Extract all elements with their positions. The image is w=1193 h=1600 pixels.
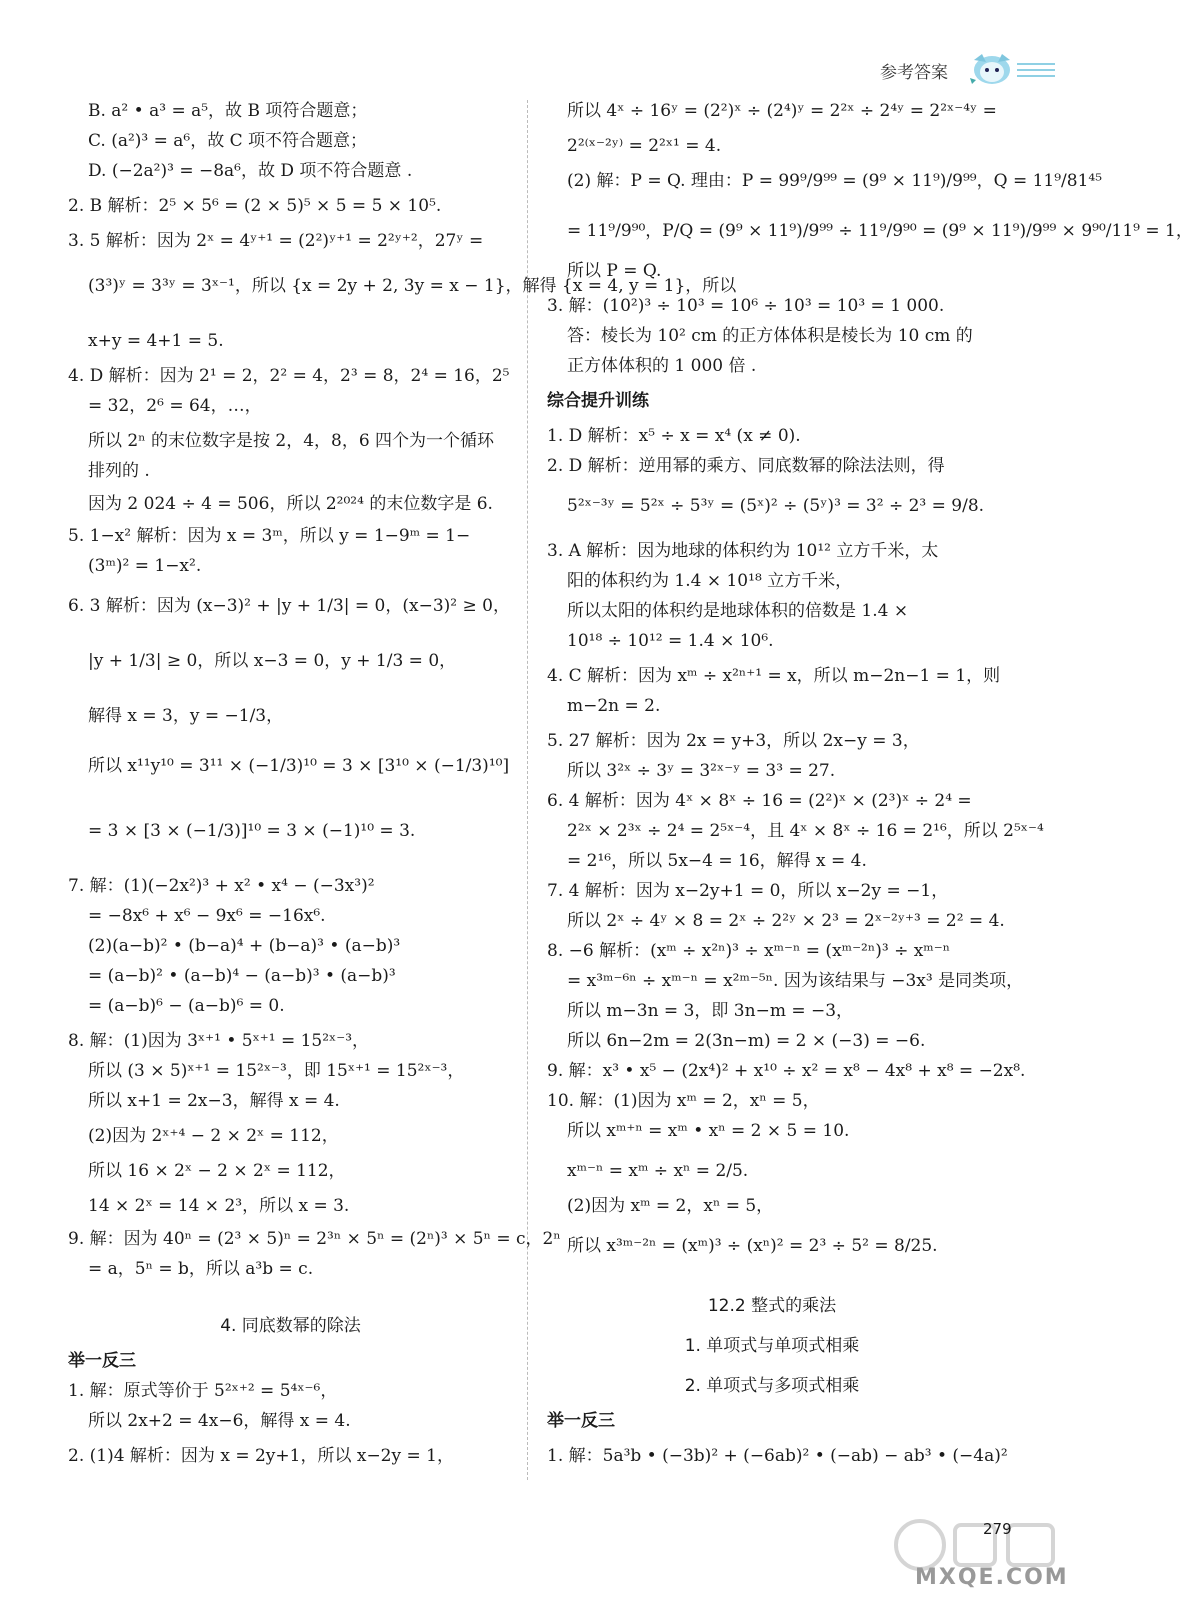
left-line: 5. 1−x² 解析：因为 x = 3ᵐ，所以 y = 1−9ᵐ = 1−: [68, 526, 471, 546]
left-line: 所以 (3 × 5)ˣ⁺¹ = 15²ˣ⁻³，即 15ˣ⁺¹ = 15²ˣ⁻³，: [88, 1061, 465, 1081]
left-line: 所以 x¹¹y¹⁰ = 3¹¹ × (−1/3)¹⁰ = 3 × [3¹⁰ × (−1/3)¹⁰]: [88, 756, 510, 776]
right-line: 2. D 解析：逆用幂的乘方、同底数幂的除法法则，得: [547, 456, 945, 476]
right-line: 4. C 解析：因为 xᵐ ÷ x²ⁿ⁺¹ = x，所以 m−2n−1 = 1，则: [547, 666, 1001, 686]
page-number: 279: [983, 1520, 1012, 1538]
left-line: = 3 × [3 × (−1/3)]¹⁰ = 3 × (−1)¹⁰ = 3.: [88, 821, 416, 841]
right-line: 10. 解：(1)因为 xᵐ = 2，xⁿ = 5，: [547, 1091, 820, 1111]
left-line: 14 × 2ˣ = 14 × 2³，所以 x = 3.: [88, 1196, 350, 1216]
left-line: 8. 解：(1)因为 3ˣ⁺¹ • 5ˣ⁺¹ = 15²ˣ⁻³，: [68, 1031, 370, 1051]
right-line: 所以 6n−2m = 2(3n−m) = 2 × (−3) = −6.: [567, 1031, 926, 1051]
right-line: 所以 P = Q.: [567, 261, 662, 281]
left-line: = a，5ⁿ = b，所以 a³b = c.: [88, 1259, 314, 1279]
left-line: 2. B 解析：2⁵ × 5⁶ = (2 × 5)⁵ × 5 = 5 × 10⁵.: [68, 196, 442, 216]
left-line: = (a−b)⁶ − (a−b)⁶ = 0.: [88, 996, 285, 1016]
right-line: = 11⁹/9⁹⁰，P/Q = (9⁹ × 11⁹)/9⁹⁹ ÷ 11⁹/9⁹⁰ = (9⁹ × 11⁹)/9⁹⁹ × 9⁹⁰/11⁹ = 1，: [567, 221, 1193, 241]
left-line: 4. D 解析：因为 2¹ = 2，2² = 4，2³ = 8，2⁴ = 16，2⁵: [68, 366, 510, 386]
right-line: 所以 2ˣ ÷ 4ʸ × 8 = 2ˣ ÷ 2²ʸ × 2³ = 2ˣ⁻²ʸ⁺³ = 2² = 4.: [567, 911, 1005, 931]
left-line: 9. 解：因为 40ⁿ = (2³ × 5)ⁿ = 2³ⁿ × 5ⁿ = (2ⁿ)³ × 5ⁿ = c，2ⁿ: [68, 1229, 561, 1249]
right-line: 7. 4 解析：因为 x−2y+1 = 0，所以 x−2y = −1，: [547, 881, 949, 901]
right-line: 举一反三: [547, 1411, 615, 1431]
right-line: 6. 4 解析：因为 4ˣ × 8ˣ ÷ 16 = (2²)ˣ × (2³)ˣ ÷ 2⁴ =: [547, 791, 972, 811]
right-line: 综合提升训练: [547, 391, 649, 411]
left-line: 所以 2ⁿ 的末位数字是按 2，4，8，6 四个为一个循环: [88, 431, 495, 451]
right-line: = x³ᵐ⁻⁶ⁿ ÷ xᵐ⁻ⁿ = x²ᵐ⁻⁵ⁿ. 因为该结果与 −3x³ 是同类项，: [567, 971, 1024, 991]
right-line: 所以 m−3n = 3，即 3n−m = −3，: [567, 1001, 854, 1021]
right-line: 1. 解：5a³b • (−3b)² + (−6ab)² • (−ab) − ab³ • (−4a)²: [547, 1446, 1008, 1466]
left-line: 2. (1)4 解析：因为 x = 2y+1，所以 x−2y = 1，: [68, 1446, 454, 1466]
right-line: 12.2 整式的乘法: [707, 1296, 837, 1316]
left-line: D. (−2a²)³ = −8a⁶，故 D 项不符合题意 .: [88, 161, 413, 181]
left-line: 因为 2 024 ÷ 4 = 506，所以 2²⁰²⁴ 的末位数字是 6.: [88, 494, 493, 514]
left-line: 解得 x = 3，y = −1/3，: [88, 706, 284, 726]
left-line: 举一反三: [68, 1351, 136, 1371]
right-line: 9. 解：x³ • x⁵ − (2x⁴)² + x¹⁰ ÷ x² = x⁸ − 4x⁸ + x⁸ = −2x⁸.: [547, 1061, 1026, 1081]
left-line: (3ᵐ)² = 1−x².: [88, 556, 202, 576]
left-line: 所以 2x+2 = 4x−6，解得 x = 4.: [88, 1411, 351, 1431]
left-line: (2)(a−b)² • (b−a)⁴ + (b−a)³ • (a−b)³: [88, 936, 401, 956]
left-line: = (a−b)² • (a−b)⁴ − (a−b)³ • (a−b)³: [88, 966, 396, 986]
right-line: 所以 xᵐ⁺ⁿ = xᵐ • xⁿ = 2 × 5 = 10.: [567, 1121, 850, 1141]
right-line: 1. 单项式与单项式相乘: [684, 1336, 860, 1356]
header-title: 参考答案: [880, 62, 948, 83]
left-line: (3³)ʸ = 3³ʸ = 3ˣ⁻¹，所以 {x = 2y + 2, 3y = x − 1}，解得 {x = 4, y = 1}，所以: [88, 276, 737, 296]
left-line: 所以 x+1 = 2x−3，解得 x = 4.: [88, 1091, 340, 1111]
right-line: 所以 3²ˣ ÷ 3ʸ = 3²ˣ⁻ʸ = 3³ = 27.: [567, 761, 836, 781]
page-header: [880, 50, 1057, 90]
right-line: (2) 解：P = Q. 理由：P = 99⁹/9⁹⁹ = (9⁹ × 11⁹)/9⁹⁹，Q = 11⁹/81⁴⁵: [567, 171, 1103, 191]
watermark-text: MXQE.COM: [915, 1565, 1069, 1590]
right-line: 1. D 解析：x⁵ ÷ x = x⁴ (x ≠ 0).: [547, 426, 801, 446]
right-line: 5. 27 解析：因为 2x = y+3，所以 2x−y = 3，: [547, 731, 920, 751]
right-line: 所以 4ˣ ÷ 16ʸ = (2²)ˣ ÷ (2⁴)ʸ = 2²ˣ ÷ 2⁴ʸ = 2²ˣ⁻⁴ʸ =: [567, 101, 997, 121]
left-line: 所以 16 × 2ˣ − 2 × 2ˣ = 112，: [88, 1161, 346, 1181]
left-line: 7. 解：(1)(−2x²)³ + x² • x⁴ − (−3x³)²: [68, 876, 375, 896]
right-line: 2²ˣ × 2³ˣ ÷ 2⁴ = 2⁵ˣ⁻⁴，且 4ˣ × 8ˣ ÷ 16 = 2¹⁶，所以 2⁵ˣ⁻⁴: [567, 821, 1044, 841]
right-line: 正方体体积的 1 000 倍 .: [567, 356, 757, 376]
right-line: = 2¹⁶，所以 5x−4 = 16，解得 x = 4.: [567, 851, 867, 871]
right-line: 2²⁽ˣ⁻²ʸ⁾ = 2²ˣ¹ = 4.: [567, 136, 722, 156]
right-line: (2)因为 xᵐ = 2，xⁿ = 5，: [567, 1196, 774, 1216]
mascot-logo-icon: [962, 50, 1057, 90]
right-line: 2. 单项式与多项式相乘: [684, 1376, 860, 1396]
right-line: 5²ˣ⁻³ʸ = 5²ˣ ÷ 5³ʸ = (5ˣ)² ÷ (5ʸ)³ = 3² ÷ 2³ = 9/8.: [567, 496, 985, 516]
left-line: 3. 5 解析：因为 2ˣ = 4ʸ⁺¹ = (2²)ʸ⁺¹ = 2²ʸ⁺²，27ʸ =: [68, 231, 484, 251]
left-line: = 32，2⁶ = 64，…，: [88, 396, 262, 416]
left-line: 6. 3 解析：因为 (x−3)² + |y + 1/3| = 0，(x−3)² ≥ 0，: [68, 596, 510, 616]
right-line: 10¹⁸ ÷ 10¹² = 1.4 × 10⁶.: [567, 631, 774, 651]
left-line: = −8x⁶ + x⁶ − 9x⁶ = −16x⁶.: [88, 906, 326, 926]
right-line: m−2n = 2.: [567, 696, 661, 716]
left-line: 4. 同底数幂的除法: [220, 1316, 361, 1336]
right-line: 8. −6 解析：(xᵐ ÷ x²ⁿ)³ ÷ xᵐ⁻ⁿ = (xᵐ⁻²ⁿ)³ ÷ xᵐ⁻ⁿ: [547, 941, 951, 961]
left-line: 排列的 .: [88, 461, 150, 481]
right-line: 3. 解：(10²)³ ÷ 10³ = 10⁶ ÷ 10³ = 10³ = 1 000.: [547, 296, 945, 316]
right-line: 答：棱长为 10² cm 的正方体体积是棱长为 10 cm 的: [567, 326, 973, 346]
right-line: 3. A 解析：因为地球的体积约为 10¹² 立方千米，太: [547, 541, 939, 561]
column-divider: [527, 100, 528, 1480]
left-line: B. a² • a³ = a⁵，故 B 项符合题意；: [88, 101, 368, 121]
left-line: C. (a²)³ = a⁶，故 C 项不符合题意；: [88, 131, 368, 151]
left-line: (2)因为 2ˣ⁺⁴ − 2 × 2ˣ = 112，: [88, 1126, 339, 1146]
left-line: |y + 1/3| ≥ 0，所以 x−3 = 0，y + 1/3 = 0，: [88, 651, 457, 671]
left-line: x+y = 4+1 = 5.: [88, 331, 224, 351]
right-line: 所以 x³ᵐ⁻²ⁿ = (xᵐ)³ ÷ (xⁿ)² = 2³ ÷ 5² = 8/25.: [567, 1236, 938, 1256]
right-line: xᵐ⁻ⁿ = xᵐ ÷ xⁿ = 2/5.: [567, 1161, 749, 1181]
right-line: 所以太阳的体积约是地球体积的倍数是 1.4 ×: [567, 601, 909, 621]
left-line: 1. 解：原式等价于 5²ˣ⁺² = 5⁴ˣ⁻⁶，: [68, 1381, 338, 1401]
right-line: 阳的体积约为 1.4 × 10¹⁸ 立方千米，: [567, 571, 853, 591]
